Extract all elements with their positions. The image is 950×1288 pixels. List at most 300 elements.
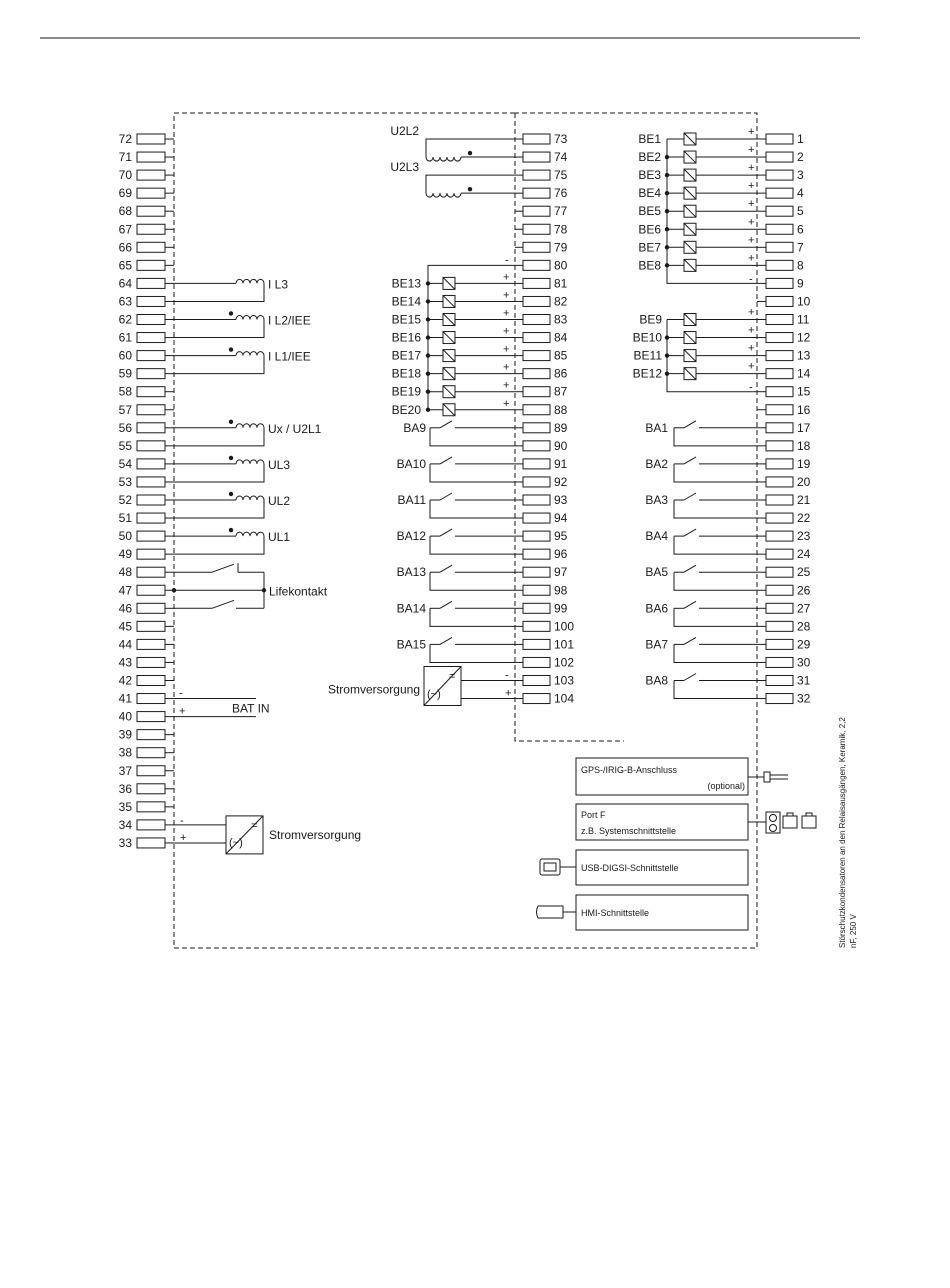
terminal-number: 83 bbox=[554, 312, 568, 327]
plus-sign: + bbox=[748, 252, 755, 265]
terminal-number: 61 bbox=[118, 330, 132, 345]
relay-contact-blade bbox=[684, 674, 696, 681]
terminal-box bbox=[523, 567, 550, 577]
wire bbox=[174, 283, 264, 301]
junction-dot bbox=[229, 347, 233, 351]
wire bbox=[674, 500, 757, 518]
terminal-box bbox=[766, 477, 793, 487]
terminal-box bbox=[523, 441, 550, 451]
terminal-box bbox=[523, 260, 550, 270]
life-contact-label: Lifekontakt bbox=[269, 584, 328, 599]
terminal-number: 31 bbox=[797, 673, 811, 688]
terminal-box bbox=[137, 459, 165, 469]
relay-output-label: BA4 bbox=[645, 529, 668, 544]
terminal-number: 70 bbox=[118, 168, 132, 183]
terminal-box bbox=[137, 423, 165, 433]
binary-input-label: BE5 bbox=[638, 204, 661, 219]
terminal-number: 93 bbox=[554, 493, 568, 507]
terminal-number: 78 bbox=[554, 222, 568, 237]
terminal-number: 57 bbox=[118, 402, 132, 417]
terminal-number: 5 bbox=[797, 204, 804, 219]
terminal-number: 86 bbox=[554, 366, 568, 381]
terminal-box bbox=[523, 549, 550, 559]
binary-input-label: BE19 bbox=[391, 384, 421, 399]
current-input-label: I L3 bbox=[268, 277, 289, 292]
terminal-number: 18 bbox=[797, 438, 811, 453]
terminal-number: 21 bbox=[797, 493, 811, 507]
terminal-number: 12 bbox=[797, 330, 811, 345]
port-f-label: Port F bbox=[581, 810, 606, 820]
terminal-box bbox=[137, 188, 165, 198]
wire bbox=[430, 608, 515, 626]
terminal-number: 72 bbox=[118, 132, 132, 146]
terminal-box bbox=[137, 242, 165, 252]
terminal-box bbox=[523, 369, 550, 379]
relay-output-label: BA2 bbox=[645, 456, 668, 471]
terminal-box bbox=[137, 296, 165, 306]
terminal-box bbox=[523, 657, 550, 667]
terminal-box bbox=[523, 459, 550, 469]
terminal-number: 96 bbox=[554, 547, 568, 562]
terminal-number: 63 bbox=[118, 294, 132, 309]
terminal-number: 79 bbox=[554, 240, 568, 255]
coil-symbol bbox=[236, 316, 264, 320]
terminal-box bbox=[766, 278, 793, 288]
relay-output-label: BA12 bbox=[396, 529, 426, 544]
terminal-box bbox=[523, 224, 550, 234]
terminal-box bbox=[766, 351, 793, 361]
terminal-box bbox=[137, 531, 165, 541]
junction-dot bbox=[262, 588, 266, 592]
relay-contact-blade bbox=[440, 493, 452, 500]
terminal-box bbox=[766, 423, 793, 433]
terminal-box bbox=[766, 369, 793, 379]
terminal-number: 41 bbox=[118, 691, 132, 706]
terminal-number: 90 bbox=[554, 438, 568, 453]
plus-sign: + bbox=[748, 126, 755, 138]
relay-output-label: BA8 bbox=[645, 673, 668, 688]
binary-input-label: BE7 bbox=[638, 240, 661, 255]
junction-dot bbox=[229, 420, 233, 424]
terminal-box bbox=[766, 567, 793, 577]
binary-input-label: BE13 bbox=[391, 276, 421, 291]
terminal-box bbox=[766, 694, 793, 704]
plus-sign: + bbox=[748, 198, 755, 211]
wire bbox=[174, 500, 264, 518]
power-supply-label: Stromversorgung bbox=[269, 827, 362, 842]
terminal-box bbox=[766, 260, 793, 270]
binary-input-label: BE12 bbox=[632, 366, 662, 381]
terminal-box bbox=[523, 621, 550, 631]
plus-sign: + bbox=[748, 216, 755, 229]
terminal-box bbox=[766, 206, 793, 216]
relay-contact-blade bbox=[440, 529, 452, 536]
terminal-number: 104 bbox=[554, 691, 575, 706]
terminal-number: 92 bbox=[554, 474, 568, 489]
terminal-number: 46 bbox=[118, 601, 132, 616]
terminal-number: 100 bbox=[554, 619, 575, 634]
wire bbox=[430, 644, 515, 662]
relay-output-label: BA15 bbox=[396, 637, 426, 652]
terminal-number: 73 bbox=[554, 132, 568, 146]
terminal-number: 36 bbox=[118, 781, 132, 796]
plus-sign: + bbox=[503, 307, 510, 320]
binary-input-label: BE17 bbox=[391, 348, 421, 363]
terminal-box bbox=[766, 134, 793, 144]
plus-sign: + bbox=[748, 234, 755, 247]
terminal-box bbox=[523, 423, 550, 433]
relay-contact-blade bbox=[440, 421, 452, 428]
plus-sign: + bbox=[505, 687, 512, 700]
terminal-box bbox=[766, 495, 793, 505]
usb-connector-icon bbox=[540, 859, 560, 875]
terminal-number: 85 bbox=[554, 348, 568, 363]
terminal-number: 24 bbox=[797, 547, 811, 562]
terminal-number: 9 bbox=[797, 276, 804, 291]
terminal-box bbox=[523, 387, 550, 397]
terminal-number: 67 bbox=[118, 222, 132, 237]
terminal-box bbox=[137, 224, 165, 234]
coil-symbol bbox=[236, 352, 264, 356]
terminal-box bbox=[137, 784, 165, 794]
terminal-box bbox=[523, 242, 550, 252]
relay-contact-blade bbox=[212, 600, 234, 608]
voltage-input-label: UL1 bbox=[268, 530, 291, 545]
junction-dot bbox=[229, 492, 233, 496]
minus-sign: - bbox=[505, 254, 509, 267]
relay-contact-blade bbox=[212, 564, 234, 572]
wire bbox=[674, 464, 757, 482]
terminal-number: 6 bbox=[797, 222, 804, 237]
terminal-number: 52 bbox=[118, 493, 132, 507]
terminal-box bbox=[137, 387, 165, 397]
terminal-number: 49 bbox=[118, 547, 132, 562]
terminal-box bbox=[523, 676, 550, 686]
minus-sign: - bbox=[749, 381, 753, 394]
terminal-box bbox=[766, 459, 793, 469]
wire bbox=[674, 608, 757, 626]
terminal-box bbox=[137, 315, 165, 325]
terminal-box bbox=[137, 621, 165, 631]
terminal-box bbox=[137, 152, 165, 162]
relay-output-label: BA3 bbox=[645, 493, 668, 507]
coil-symbol bbox=[236, 424, 264, 428]
terminal-box bbox=[523, 513, 550, 523]
terminal-number: 45 bbox=[118, 619, 132, 634]
wire bbox=[430, 464, 515, 482]
terminal-number: 38 bbox=[118, 745, 132, 760]
terminal-number: 80 bbox=[554, 258, 568, 273]
terminal-box bbox=[137, 730, 165, 740]
terminal-number: 23 bbox=[797, 529, 811, 544]
terminal-number: 62 bbox=[118, 312, 132, 327]
terminal-box bbox=[766, 152, 793, 162]
minus-sign: - bbox=[505, 669, 509, 682]
terminal-number: 35 bbox=[118, 799, 132, 814]
binary-input-label: BE15 bbox=[391, 312, 421, 327]
terminal-number: 3 bbox=[797, 168, 804, 183]
usb-interface bbox=[540, 850, 748, 885]
junction-dot bbox=[172, 588, 176, 592]
terminal-number: 32 bbox=[797, 691, 811, 706]
minus-sign: - bbox=[749, 273, 753, 286]
terminal-number: 75 bbox=[554, 168, 568, 183]
voltage-input-label: U2L3 bbox=[390, 160, 419, 175]
coil-symbol bbox=[236, 279, 264, 283]
relay-contact-blade bbox=[684, 457, 696, 464]
terminal-number: 101 bbox=[554, 637, 575, 652]
terminal-box bbox=[523, 170, 550, 180]
right-terminal-block bbox=[757, 132, 811, 706]
terminal-box bbox=[766, 603, 793, 613]
terminal-number: 59 bbox=[118, 366, 132, 381]
relay-contact-blade bbox=[684, 565, 696, 572]
terminal-box bbox=[137, 477, 165, 487]
terminal-box bbox=[137, 766, 165, 776]
terminal-number: 102 bbox=[554, 655, 575, 670]
port-f-interface bbox=[576, 804, 816, 840]
gps-connector-icon bbox=[764, 772, 770, 782]
terminal-number: 44 bbox=[118, 637, 132, 652]
plus-sign: + bbox=[748, 342, 755, 355]
left-terminal-block bbox=[119, 132, 174, 850]
terminal-number: 17 bbox=[797, 420, 811, 435]
terminal-box bbox=[137, 369, 165, 379]
binary-input-label: BE4 bbox=[638, 186, 661, 201]
terminal-number: 54 bbox=[118, 456, 132, 471]
terminal-number: 81 bbox=[554, 276, 568, 291]
terminal-box bbox=[523, 206, 550, 216]
terminal-box bbox=[137, 495, 165, 505]
terminal-number: 39 bbox=[118, 727, 132, 742]
wire bbox=[430, 428, 515, 446]
terminal-number: 74 bbox=[554, 150, 568, 165]
terminal-box bbox=[137, 134, 165, 144]
ac-glyph: (~) bbox=[229, 836, 243, 849]
terminal-box bbox=[137, 657, 165, 667]
gps-label: GPS-/IRIG-B-Anschluss bbox=[581, 765, 678, 775]
relay-output-label: BA5 bbox=[645, 565, 668, 580]
binary-input-label: BE20 bbox=[391, 402, 421, 417]
relay-output-label: BA10 bbox=[396, 456, 426, 471]
terminal-number: 51 bbox=[118, 511, 132, 526]
terminal-box bbox=[766, 224, 793, 234]
terminal-number: 27 bbox=[797, 601, 811, 616]
terminal-box bbox=[766, 513, 793, 523]
port-f-note: z.B. Systemschnittstelle bbox=[581, 826, 677, 836]
relay-output-label: BA11 bbox=[397, 493, 426, 507]
relay-output-label: BA13 bbox=[396, 565, 426, 580]
dc-glyph: = bbox=[251, 819, 258, 832]
relay-contact-blade bbox=[440, 601, 452, 608]
terminal-box bbox=[766, 170, 793, 180]
relay-contact-blade bbox=[440, 637, 452, 644]
terminal-number: 10 bbox=[797, 294, 811, 309]
terminal-box bbox=[523, 152, 550, 162]
terminal-number: 66 bbox=[118, 240, 132, 255]
plus-sign: + bbox=[748, 162, 755, 175]
terminal-number: 47 bbox=[118, 583, 132, 598]
hmi-connector-icon bbox=[537, 906, 564, 918]
terminal-number: 50 bbox=[118, 529, 132, 544]
terminal-box bbox=[137, 639, 165, 649]
minus-sign: - bbox=[180, 814, 184, 827]
plus-sign: + bbox=[748, 324, 755, 337]
terminal-box bbox=[766, 621, 793, 631]
terminal-number: 7 bbox=[797, 240, 804, 255]
coil-symbol bbox=[236, 532, 264, 536]
relay-output-label: BA1 bbox=[645, 420, 668, 435]
terminal-box bbox=[523, 315, 550, 325]
terminal-number: 13 bbox=[797, 348, 811, 363]
terminal-number: 64 bbox=[118, 276, 132, 291]
side-note-line-1: Störschutzkondensatoren an den Relaisausgängen, Keramik, 2,2 bbox=[838, 717, 847, 948]
terminal-box bbox=[137, 513, 165, 523]
plus-sign: + bbox=[503, 325, 510, 338]
terminal-box bbox=[137, 206, 165, 216]
terminal-number: 89 bbox=[554, 420, 568, 435]
binary-input-label: BE3 bbox=[638, 168, 661, 183]
hmi-label: HMI-Schnittstelle bbox=[581, 908, 650, 918]
junction-dot bbox=[229, 456, 233, 460]
relay-contact-blade bbox=[684, 637, 696, 644]
terminal-box bbox=[766, 639, 793, 649]
internal-wiring bbox=[172, 124, 757, 854]
terminal-box bbox=[137, 802, 165, 812]
terminal-number: 91 bbox=[554, 456, 568, 471]
coil-symbol bbox=[236, 460, 264, 464]
terminal-number: 82 bbox=[554, 294, 568, 309]
terminal-box bbox=[523, 495, 550, 505]
plus-sign: + bbox=[503, 397, 510, 410]
terminal-number: 11 bbox=[797, 312, 810, 327]
terminal-box bbox=[137, 567, 165, 577]
terminal-number: 68 bbox=[118, 204, 132, 219]
terminal-box bbox=[766, 405, 793, 415]
binary-input-label: BE9 bbox=[639, 312, 662, 327]
plus-sign: + bbox=[503, 379, 510, 392]
terminal-box bbox=[766, 315, 793, 325]
relay-contact-blade bbox=[440, 565, 452, 572]
terminal-box bbox=[137, 441, 165, 451]
terminal-number: 8 bbox=[797, 258, 804, 273]
terminal-number: 28 bbox=[797, 619, 811, 634]
wire bbox=[430, 536, 515, 554]
port-f-connector-icon bbox=[766, 812, 816, 833]
wire bbox=[430, 500, 515, 518]
relay-output-label: BA6 bbox=[645, 601, 668, 616]
terminal-number: 103 bbox=[554, 673, 575, 688]
terminal-number: 26 bbox=[797, 583, 811, 598]
terminal-number: 53 bbox=[118, 474, 132, 489]
wire bbox=[174, 428, 264, 446]
terminal-number: 55 bbox=[118, 438, 132, 453]
terminal-box bbox=[766, 242, 793, 252]
junction-dot bbox=[468, 151, 472, 155]
relay-contact-blade bbox=[684, 601, 696, 608]
battery-input-label: BAT IN bbox=[232, 701, 270, 716]
middle-terminal-block bbox=[515, 132, 574, 706]
plus-sign: + bbox=[503, 343, 510, 356]
terminal-number: 99 bbox=[554, 601, 568, 616]
binary-input-label: BE16 bbox=[391, 330, 421, 345]
plus-sign: + bbox=[503, 289, 510, 302]
terminal-number: 43 bbox=[118, 655, 132, 670]
binary-input-label: BE1 bbox=[638, 132, 661, 146]
terminal-number: 14 bbox=[797, 366, 811, 381]
plus-sign: + bbox=[748, 306, 755, 319]
terminal-box bbox=[766, 585, 793, 595]
terminal-number: 4 bbox=[797, 186, 804, 201]
wire bbox=[430, 572, 515, 590]
wire bbox=[674, 536, 757, 554]
wire bbox=[174, 464, 264, 482]
terminal-box bbox=[523, 134, 550, 144]
binary-input-label: BE10 bbox=[632, 330, 662, 345]
terminal-box bbox=[523, 639, 550, 649]
coil-symbol bbox=[426, 157, 461, 161]
terminal-box bbox=[137, 838, 165, 848]
side-note-line-2: nF, 250 V bbox=[849, 914, 858, 948]
terminal-box bbox=[523, 585, 550, 595]
plus-sign: + bbox=[179, 705, 186, 718]
terminal-box bbox=[523, 477, 550, 487]
terminal-number: 29 bbox=[797, 637, 811, 652]
gps-optional-label: (optional) bbox=[707, 781, 745, 791]
terminal-number: 1 bbox=[797, 132, 804, 146]
terminal-box bbox=[523, 296, 550, 306]
plus-sign: + bbox=[180, 831, 187, 844]
terminal-number: 97 bbox=[554, 565, 568, 580]
terminal-number: 77 bbox=[554, 204, 568, 219]
wire bbox=[174, 320, 264, 338]
wire bbox=[674, 428, 757, 446]
terminal-number: 37 bbox=[118, 763, 132, 778]
terminal-number: 65 bbox=[118, 258, 132, 273]
dc-glyph: = bbox=[449, 670, 456, 683]
relay-contact-blade bbox=[684, 529, 696, 536]
terminal-box bbox=[137, 278, 165, 288]
terminal-box bbox=[766, 676, 793, 686]
terminal-box bbox=[766, 441, 793, 451]
terminal-box bbox=[766, 549, 793, 559]
terminal-box bbox=[523, 351, 550, 361]
plus-sign: + bbox=[748, 360, 755, 373]
terminal-box bbox=[766, 333, 793, 343]
voltage-input-label: UL3 bbox=[268, 457, 291, 472]
terminal-number: 98 bbox=[554, 583, 568, 598]
terminal-number: 60 bbox=[118, 348, 132, 363]
relay-output-label: BA14 bbox=[396, 601, 426, 616]
terminal-number: 48 bbox=[118, 565, 132, 580]
terminal-box bbox=[137, 694, 165, 704]
terminal-box bbox=[137, 585, 165, 595]
terminal-box bbox=[137, 170, 165, 180]
terminal-box bbox=[137, 333, 165, 343]
junction-dot bbox=[229, 311, 233, 315]
junction-dot bbox=[229, 528, 233, 532]
terminal-box bbox=[766, 188, 793, 198]
terminal-number: 94 bbox=[554, 511, 568, 526]
terminal-number: 30 bbox=[797, 655, 811, 670]
terminal-number: 20 bbox=[797, 474, 811, 489]
terminal-box bbox=[523, 694, 550, 704]
binary-input-label: BE6 bbox=[638, 222, 661, 237]
terminal-box bbox=[523, 405, 550, 415]
terminal-number: 33 bbox=[118, 835, 132, 850]
binary-input-label: BE2 bbox=[638, 150, 661, 165]
terminal-box bbox=[766, 387, 793, 397]
